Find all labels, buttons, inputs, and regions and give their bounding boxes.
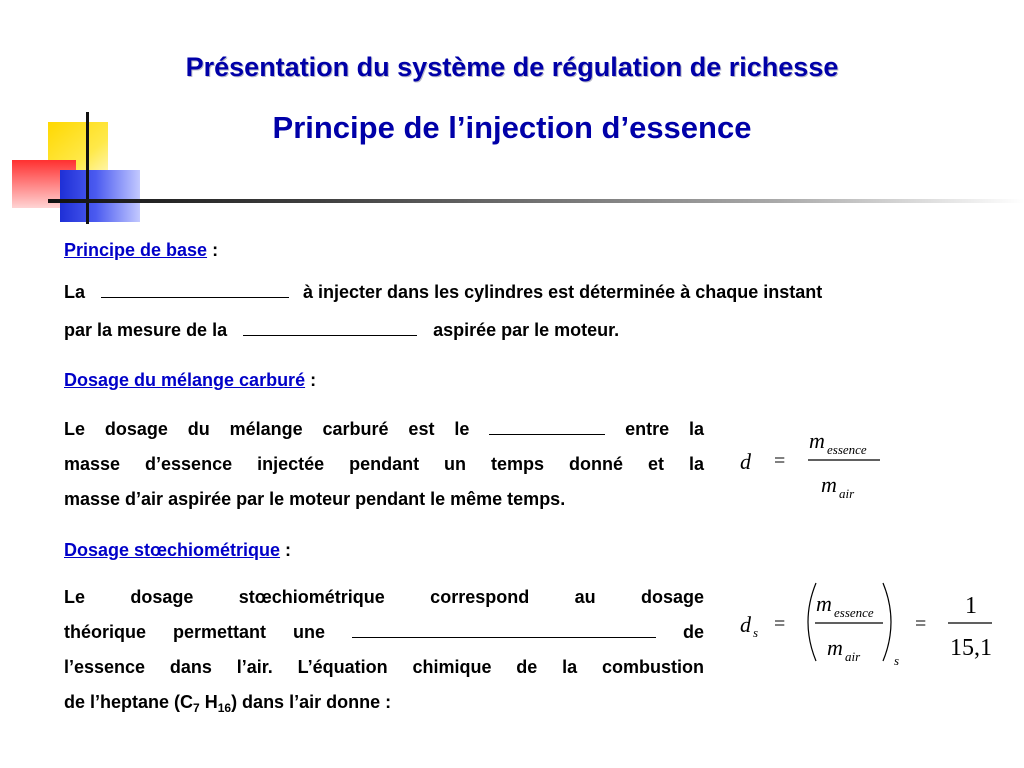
slide-title: Présentation du système de régulation de richesse (185, 52, 839, 82)
fill-blank-2 (243, 321, 417, 336)
section1-line2: par la mesure de la aspirée par le moteur. (64, 320, 620, 340)
fill-blank-4 (352, 623, 656, 638)
formula2-result-den: 15,1 (950, 635, 992, 661)
section3-line4: de l’heptane ($C_7$ $H_{16}$) dans l’air donne : (64, 692, 392, 715)
stoichiometric-formula (730, 575, 1010, 675)
dosage-formula (730, 420, 900, 510)
formula1-equals: = (774, 450, 786, 472)
formula1-den-var: m (821, 472, 837, 497)
formula2-num-var: m (816, 591, 832, 616)
formula1-den-sub: air (839, 486, 855, 501)
fill-blank-3 (489, 420, 605, 435)
formula2-den-var: m (827, 635, 843, 660)
section2-line2: masse d’essence injectée pendant un temps donné et la (64, 454, 704, 474)
section-heading-dosage-stoechiometrique: Dosage stœchiométrique : (64, 540, 292, 560)
section3-line1: Le dosage stœchiométrique correspond au dosage (64, 587, 704, 607)
fill-blank-1 (101, 283, 289, 298)
formula1-num-sub: essence (827, 442, 867, 457)
formula2-equals2: = (915, 613, 927, 635)
section3-paragraph (64, 580, 704, 726)
section2-line3: masse d’air aspirée par le moteur pendant le même temps. (64, 489, 566, 509)
formula2-right-paren (883, 583, 891, 661)
formula1-lhs: d (740, 449, 751, 474)
section2-paragraph (64, 412, 704, 517)
formula2-lhs: d (740, 612, 751, 637)
section-heading-principe-de-base: Principe de base : (64, 240, 219, 260)
formula2-lhs-sub: s (753, 625, 759, 640)
formula2-result-num: 1 (965, 593, 977, 619)
slide-subtitle: Principe de l’injection d’essence (272, 110, 752, 145)
section3-line3: l’essence dans l’air. L’équation chimique de la combustion (64, 657, 704, 677)
formula2-den-sub: air (845, 649, 861, 664)
title-divider-line (48, 199, 1024, 203)
formula2-num-sub: essence (834, 605, 874, 620)
section2-line1: Le dosage du mélange carburé est le entre la (64, 419, 704, 439)
formula1-num-var: m (809, 428, 825, 453)
formula2-left-paren (808, 583, 816, 661)
section-heading-dosage-melange: Dosage du mélange carburé : (64, 370, 317, 390)
section1-line1: La à injecter dans les cylindres est déterminée à chaque instant (64, 282, 823, 302)
decor-blue-square (60, 170, 140, 222)
formula2-paren-sub: s (894, 653, 900, 668)
section3-line2: théorique permettant une de (64, 622, 704, 642)
formula2-equals1: = (774, 613, 786, 635)
